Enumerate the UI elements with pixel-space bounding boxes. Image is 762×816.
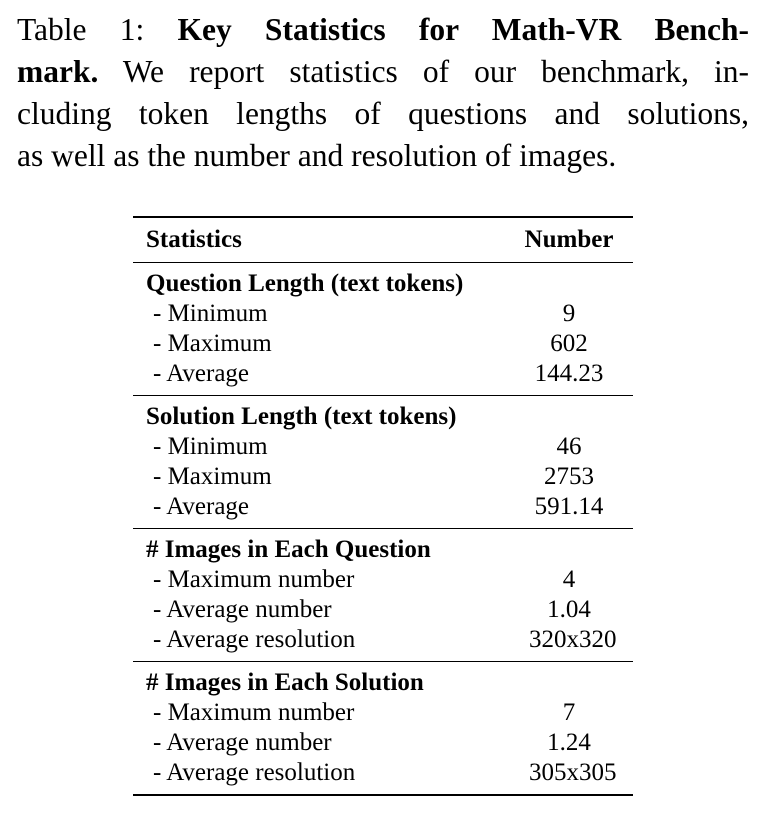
row-value: 602 [550, 330, 588, 357]
section-title-row [133, 668, 633, 698]
row-label: - Maximum number [153, 566, 355, 593]
table-section [133, 395, 633, 528]
caption-table-number: Table 1: [17, 12, 178, 47]
caption-text: cluding token lengths of questions and solutions, [17, 96, 749, 131]
table-section [133, 263, 633, 395]
row-label: - Average number [153, 596, 332, 623]
row-value: 4 [562, 566, 576, 593]
section-title-row [133, 269, 633, 299]
row-label: - Average resolution [153, 759, 356, 786]
row-value: 305x305 [529, 759, 617, 786]
caption-line [17, 93, 749, 135]
table-header-row [133, 218, 633, 263]
table-body [133, 263, 633, 794]
caption-line [17, 51, 749, 93]
row-value: 46 [556, 433, 582, 460]
section-title: Question Length (text tokens) [146, 270, 464, 297]
table-row [133, 758, 633, 788]
table-row [133, 625, 633, 655]
row-value: 591.14 [534, 493, 604, 520]
caption-text: We report statistics of our benchmark, in- [98, 54, 749, 89]
section-title: Solution Length (text tokens) [146, 403, 457, 430]
row-label: - Minimum [153, 433, 268, 460]
table-row [133, 462, 633, 492]
table-row [133, 595, 633, 625]
caption-line [17, 9, 749, 51]
row-label: - Average [153, 493, 250, 520]
table-section [133, 661, 633, 794]
table-section [133, 528, 633, 661]
table-caption [17, 9, 749, 177]
caption-title-end: mark. [17, 54, 99, 89]
header-number: Number [524, 226, 614, 253]
row-value: 2753 [544, 463, 594, 490]
row-value: 9 [562, 300, 576, 327]
row-label: - Average number [153, 729, 332, 756]
table-row [133, 698, 633, 728]
section-title-row [133, 535, 633, 565]
table-row [133, 492, 633, 522]
caption-text: as well as the number and resolution of images. [17, 138, 617, 173]
table-row [133, 565, 633, 595]
row-label: - Average resolution [153, 626, 356, 653]
table-row [133, 359, 633, 389]
row-label: - Maximum [153, 463, 272, 490]
row-value: 144.23 [534, 360, 604, 387]
row-value: 320x320 [529, 626, 617, 653]
table-row [133, 299, 633, 329]
row-label: - Maximum [153, 330, 272, 357]
statistics-table [133, 216, 633, 796]
table-row [133, 329, 633, 359]
table-row [133, 728, 633, 758]
section-title: # Images in Each Solution [146, 669, 424, 696]
row-label: - Minimum [153, 300, 268, 327]
row-value: 7 [562, 699, 576, 726]
row-value: 1.04 [547, 596, 591, 623]
header-statistics: Statistics [146, 226, 242, 253]
table-row [133, 432, 633, 462]
row-label: - Average [153, 360, 250, 387]
row-value: 1.24 [547, 729, 591, 756]
row-label: - Maximum number [153, 699, 355, 726]
caption-line [17, 135, 749, 177]
section-title-row [133, 402, 633, 432]
section-title: # Images in Each Question [146, 536, 431, 563]
caption-title: Key Statistics for Math-VR Bench- [177, 12, 749, 47]
